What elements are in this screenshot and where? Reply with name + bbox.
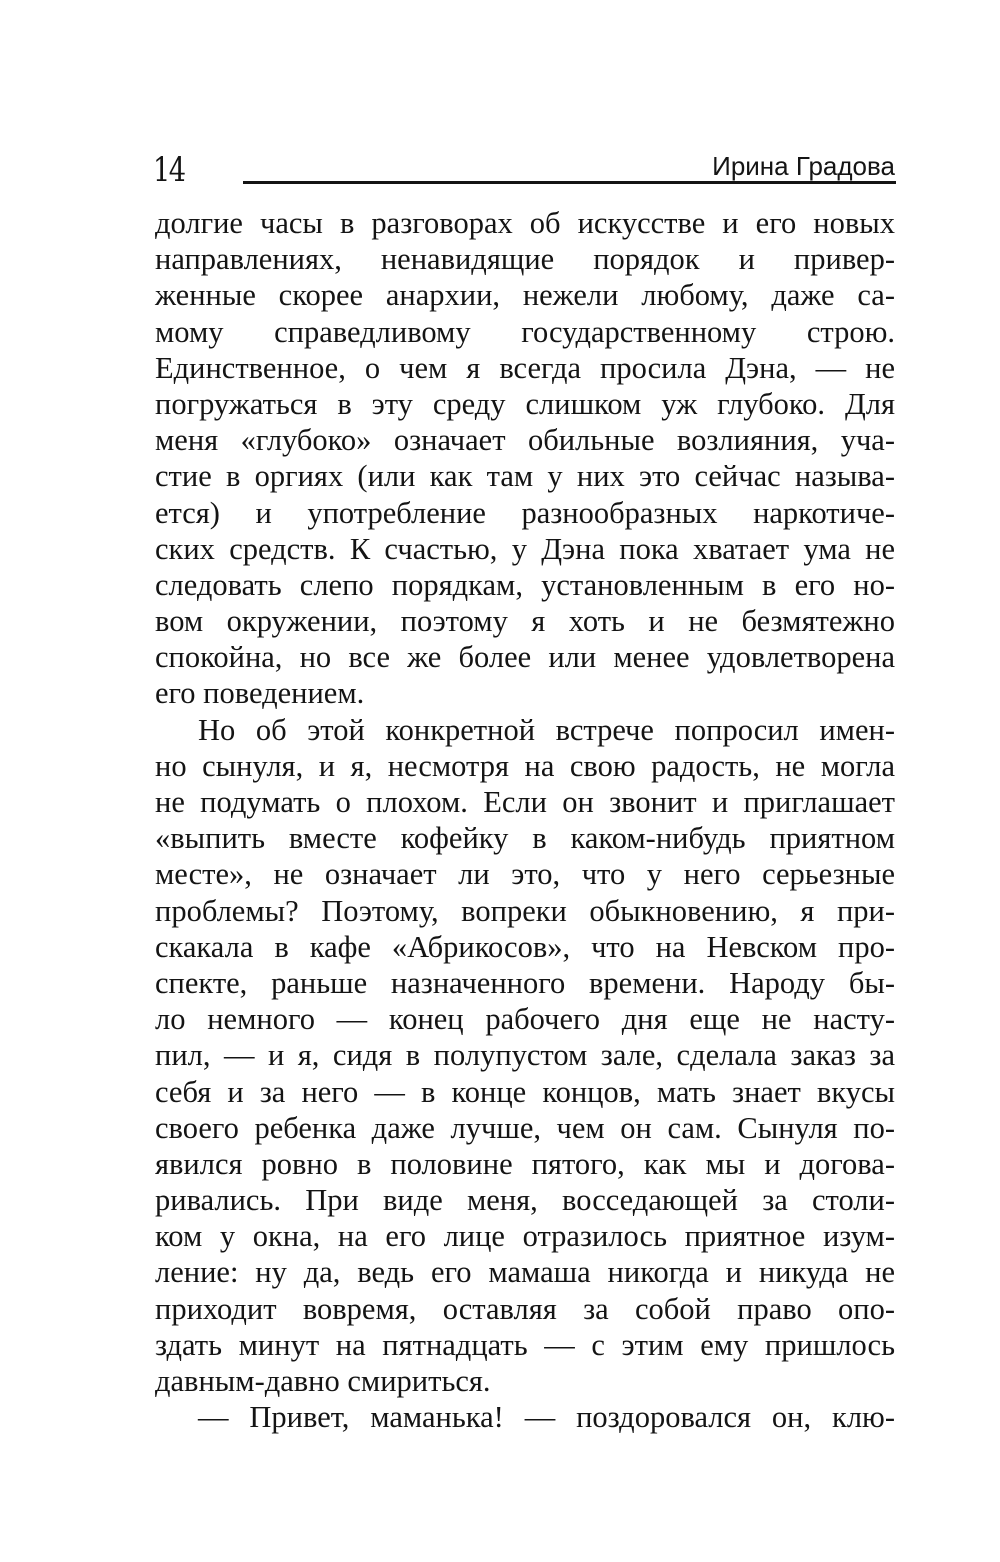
text-line: себя и за него — в конце концов, мать знает вкусы: [155, 1074, 895, 1109]
text-line: долгие часы в разговорах об искусстве и его новых: [155, 206, 895, 240]
page-number: 14: [153, 150, 185, 190]
text-line: спокойна, но все же более или менее удовлетворена: [155, 640, 895, 675]
text-line: здать минут на пятнадцать — с этим ему пришлось: [155, 1327, 895, 1362]
text-line: погружаться в эту среду слишком уж глубоко. Для: [155, 386, 895, 421]
text-line: следовать слепо порядкам, установленным в его но-: [155, 567, 895, 602]
text-line: явился ровно в половине пятого, как мы и догова-: [155, 1146, 895, 1181]
text-line: спекте, раньше назначенного времени. Народу бы-: [155, 965, 895, 1000]
body-text: [155, 205, 895, 1435]
header-rule: [243, 181, 896, 184]
text-line: ется) и употребление разнообразных наркотиче-: [155, 495, 895, 530]
text-line: его поведением.: [155, 676, 365, 711]
text-line: но сынуля, и я, несмотря на свою радость, не могла: [155, 748, 895, 783]
text-line: проблемы? Поэтому, вопреки обыкновению, я при-: [155, 893, 895, 928]
text-line: женные скорее анархии, нежели любому, даже са-: [155, 278, 895, 313]
text-line: приходит вовремя, оставляя за собой право опо-: [155, 1291, 895, 1326]
text-line: мому справедливому государственному строю.: [155, 314, 895, 349]
text-line: стие в оргиях (или как там у них это сейчас называ-: [155, 459, 895, 494]
text-line: — Привет, маманька! — поздоровался он, клю-: [198, 1400, 895, 1435]
text-line: Единственное, о чем я всегда просила Дэна, — не: [155, 350, 895, 385]
text-line: Но об этой конкретной встрече попросил имен-: [198, 712, 895, 747]
text-line: направлениях, ненавидящие порядок и привер-: [155, 242, 895, 277]
running-head-author: Ирина Градова: [712, 151, 895, 181]
text-line: меня «глубоко» означает обильные возлияния, уча-: [155, 423, 895, 458]
text-line: пил, — и я, сидя в полупустом зале, сделала заказ за: [155, 1038, 895, 1073]
text-line: ло немного — конец рабочего дня еще не насту-: [155, 1002, 895, 1037]
text-line: давным-давно смириться.: [155, 1364, 491, 1398]
text-line: «выпить вместе кофейку в каком-нибудь приятном: [155, 821, 895, 856]
text-line: месте», не означает ли это, что у него серьезные: [155, 857, 895, 892]
text-line: ком у окна, на его лице отразилось приятное изум-: [155, 1219, 895, 1254]
text-line: своего ребенка даже лучше, чем он сам. Сынуля по-: [155, 1110, 895, 1145]
text-line: не подумать о плохом. Если он звонит и приглашает: [155, 785, 895, 819]
text-line: скакала в кафе «Абрикосов», что на Невском про-: [155, 929, 895, 964]
text-line: ских средств. К счастью, у Дэна пока хватает ума не: [155, 531, 895, 566]
text-line: вом окружении, поэтому я хоть и не безмятежно: [155, 604, 895, 639]
text-line: ление: ну да, ведь его мамаша никогда и никуда не: [155, 1255, 895, 1290]
text-line: ривались. При виде меня, восседающей за столи-: [155, 1183, 895, 1218]
